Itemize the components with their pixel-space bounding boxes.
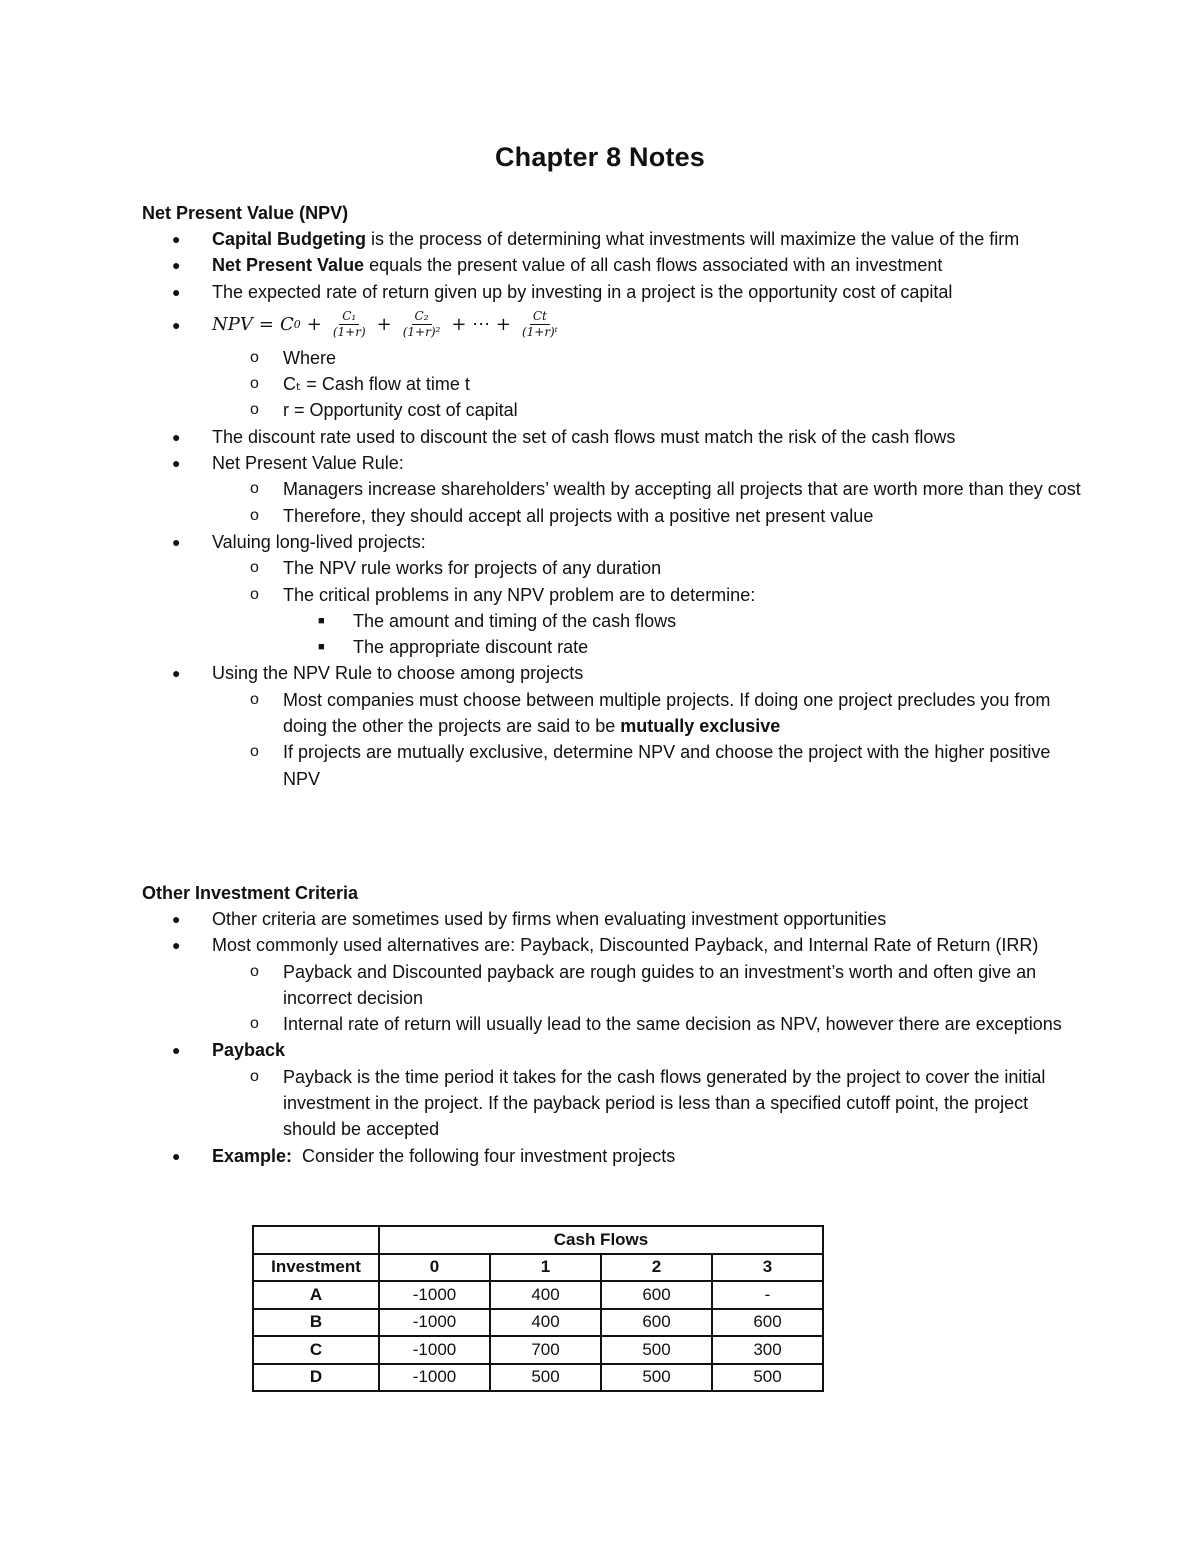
npv-heading: Net Present Value (NPV) (142, 203, 349, 223)
cash-flows-table (252, 1225, 824, 1392)
cash-flow-cell: 500 (712, 1364, 823, 1392)
bullet-icon: ● (172, 257, 181, 274)
ct-definition: Cₜ = Cash flow at time t (283, 374, 470, 395)
list-item (142, 555, 1082, 581)
choose-2-text: If projects are mutually exclusive, determine NPV and choose the project with the higher positive NPV (283, 742, 1051, 789)
other-criteria-list (142, 906, 1082, 1169)
list-item (142, 252, 1082, 278)
choose-1-text: Most companies must choose between multiple projects. If doing one project precludes you from doing the other the projects are said to be (283, 689, 1051, 737)
square-bullet-icon: ■ (318, 614, 325, 627)
npv-term: Net Present Value (212, 255, 365, 276)
r-definition: r = Opportunity cost of capital (283, 400, 518, 421)
npv-rule-text: Net Present Value Rule: (212, 453, 404, 474)
list-item (142, 371, 1082, 397)
circle-bullet-icon: o (250, 375, 259, 393)
list-item (142, 932, 1082, 958)
formula-plus: + (376, 313, 392, 335)
long-lived-2: The critical problems in any NPV problem are to determine: (283, 584, 756, 605)
bullet-icon: ● (172, 316, 181, 333)
table-blank-cell (253, 1226, 379, 1254)
cash-flow-cell: 700 (490, 1336, 601, 1364)
circle-bullet-icon: o (250, 743, 259, 761)
list-item (142, 739, 1082, 792)
bullet-icon: ● (172, 911, 181, 927)
page-title: Chapter 8 Notes (494, 142, 706, 172)
npv-formula (212, 305, 563, 345)
long-lived-2a: The amount and timing of the cash flows (353, 610, 677, 631)
period-header: 2 (601, 1254, 712, 1282)
cash-flows-header: Cash Flows (379, 1226, 823, 1254)
circle-bullet-icon: o (250, 401, 259, 419)
circle-bullet-icon: o (250, 480, 259, 498)
list-item (142, 529, 1082, 555)
example-term: Example: (212, 1145, 293, 1166)
other-item-1: Other criteria are sometimes used by firms when evaluating investment opportunities (212, 909, 887, 929)
example-text: Consider the following four investment projects (292, 1145, 676, 1166)
investment-name: B (253, 1309, 379, 1337)
list-item (142, 1064, 1082, 1143)
list-item (142, 582, 1082, 608)
other-item-2b: Internal rate of return will usually lead to the same decision as NPV, however there are exceptions (283, 1014, 1062, 1035)
bullet-icon: ● (172, 1042, 181, 1059)
table-row (253, 1336, 823, 1364)
circle-bullet-icon: o (250, 962, 259, 980)
bullet-icon: ● (172, 455, 181, 472)
investment-name: D (253, 1364, 379, 1392)
list-item (142, 345, 1082, 371)
cash-flow-cell: 500 (601, 1364, 712, 1392)
opportunity-cost-text: The expected rate of return given up by investing in a project is the opportunity cost of capital (212, 281, 953, 302)
bullet-icon: ● (172, 937, 181, 954)
list-item (142, 1143, 1082, 1169)
period-header: 3 (712, 1254, 823, 1282)
cash-flow-cell: 600 (601, 1309, 712, 1337)
bullet-icon: ● (172, 665, 181, 682)
circle-bullet-icon: o (250, 1015, 259, 1033)
where-text: Where (283, 347, 337, 368)
other-item-2a: Payback and Discounted payback are rough guides to an investment’s worth and often give an incorrect decision (283, 961, 1037, 1008)
table-row (253, 1309, 823, 1337)
other-item-2: Most commonly used alternatives are: Payback, Discounted Payback, and Internal Rate of Return (IRR) (212, 935, 1039, 956)
list-item (142, 1037, 1082, 1063)
long-lived-1: The NPV rule works for projects of any duration (283, 558, 662, 579)
bullet-icon: ● (172, 428, 181, 445)
capital-budgeting-term: Capital Budgeting (212, 229, 366, 249)
circle-bullet-icon: o (250, 585, 259, 603)
bullet-icon: ● (172, 231, 181, 247)
bullet-icon: ● (172, 283, 181, 300)
cash-flow-cell: 600 (712, 1309, 823, 1337)
formula-equals: = (258, 313, 274, 335)
formula-lhs: NPV (212, 313, 253, 335)
cash-flow-cell: 400 (490, 1309, 601, 1337)
other-criteria-section (142, 880, 1082, 1169)
cash-flow-cell: -1000 (379, 1336, 490, 1364)
list-item (142, 397, 1082, 423)
investment-name: C (253, 1336, 379, 1364)
investment-name: A (253, 1281, 379, 1309)
list-item (142, 906, 1082, 932)
list-item (142, 226, 1082, 252)
list-item (142, 450, 1082, 476)
list-item (142, 1011, 1082, 1037)
table-row (253, 1281, 823, 1309)
capital-budgeting-text: is the process of determining what investments will maximize the value of the firm (366, 229, 1020, 249)
npv-text: equals the present value of all cash flows associated with an investment (364, 255, 943, 276)
circle-bullet-icon: o (250, 690, 259, 708)
bullet-icon: ● (172, 1147, 181, 1164)
cash-flow-cell: 300 (712, 1336, 823, 1364)
formula-c0-sub: 0 (293, 317, 301, 331)
discount-rate-text: The discount rate used to discount the set of cash flows must match the risk of the cash flows (212, 426, 956, 447)
list-item (142, 279, 1082, 305)
list-item (142, 959, 1082, 1012)
list-item (142, 503, 1082, 529)
period-header: 0 (379, 1254, 490, 1282)
cash-flow-cell: -1000 (379, 1281, 490, 1309)
cash-flow-cell: - (712, 1281, 823, 1309)
list-item (142, 660, 1082, 686)
cash-flow-cell: 500 (601, 1336, 712, 1364)
list-item (142, 634, 1082, 660)
table-group-header-row (253, 1226, 823, 1254)
cash-flow-cell: 600 (601, 1281, 712, 1309)
npv-rule-2: Therefore, they should accept all projects with a positive net present value (283, 505, 874, 526)
circle-bullet-icon: o (250, 1067, 259, 1085)
payback-definition: Payback is the time period it takes for the cash flows generated by the project to cover the initial investment in the project. If the payback period is less than a specified cutoff point, the project should be accepted (283, 1066, 1046, 1140)
investment-header: Investment (253, 1254, 379, 1282)
long-lived-text: Valuing long-lived projects: (212, 531, 426, 552)
mutually-exclusive-term: mutually exclusive (620, 716, 781, 737)
cash-flow-cell: -1000 (379, 1309, 490, 1337)
formula-fraction-t: $\frac{Ct}{\text{(1+r)ᵗ}}$ (521, 309, 558, 340)
npv-list (142, 226, 1082, 792)
list-item (142, 687, 1082, 740)
list-item (142, 608, 1082, 634)
formula-fraction-1: $\frac{\text{C₁}}{(1+r)}$ (332, 309, 366, 340)
cash-flow-cell: -1000 (379, 1364, 490, 1392)
list-item (142, 476, 1082, 502)
formula-c0: C (279, 313, 294, 335)
circle-bullet-icon: o (250, 506, 259, 524)
circle-bullet-icon: o (250, 348, 259, 366)
formula-fraction-2: $\frac{\text{C₂}}{\text{(1+r)²}}$ (402, 309, 441, 340)
choose-text: Using the NPV Rule to choose among projects (212, 663, 584, 684)
square-bullet-icon: ■ (318, 641, 325, 654)
bullet-icon: ● (172, 533, 181, 550)
formula-ellipsis: + ⋯ + (451, 313, 511, 335)
npv-rule-1: Managers increase shareholders’ wealth by accepting all projects that are worth more than they cost (283, 479, 1081, 500)
cash-flow-cell: 500 (490, 1364, 601, 1392)
cash-flow-cell: 400 (490, 1281, 601, 1309)
npv-section (142, 200, 1082, 792)
formula-item (142, 305, 1082, 345)
circle-bullet-icon: o (250, 559, 259, 577)
formula-plus: + (306, 313, 322, 335)
payback-term: Payback (212, 1040, 286, 1061)
list-item (142, 424, 1082, 450)
period-header: 1 (490, 1254, 601, 1282)
table-header-row (253, 1254, 823, 1282)
table-row (253, 1364, 823, 1392)
long-lived-2b: The appropriate discount rate (353, 637, 589, 658)
other-criteria-heading: Other Investment Criteria (142, 883, 359, 903)
